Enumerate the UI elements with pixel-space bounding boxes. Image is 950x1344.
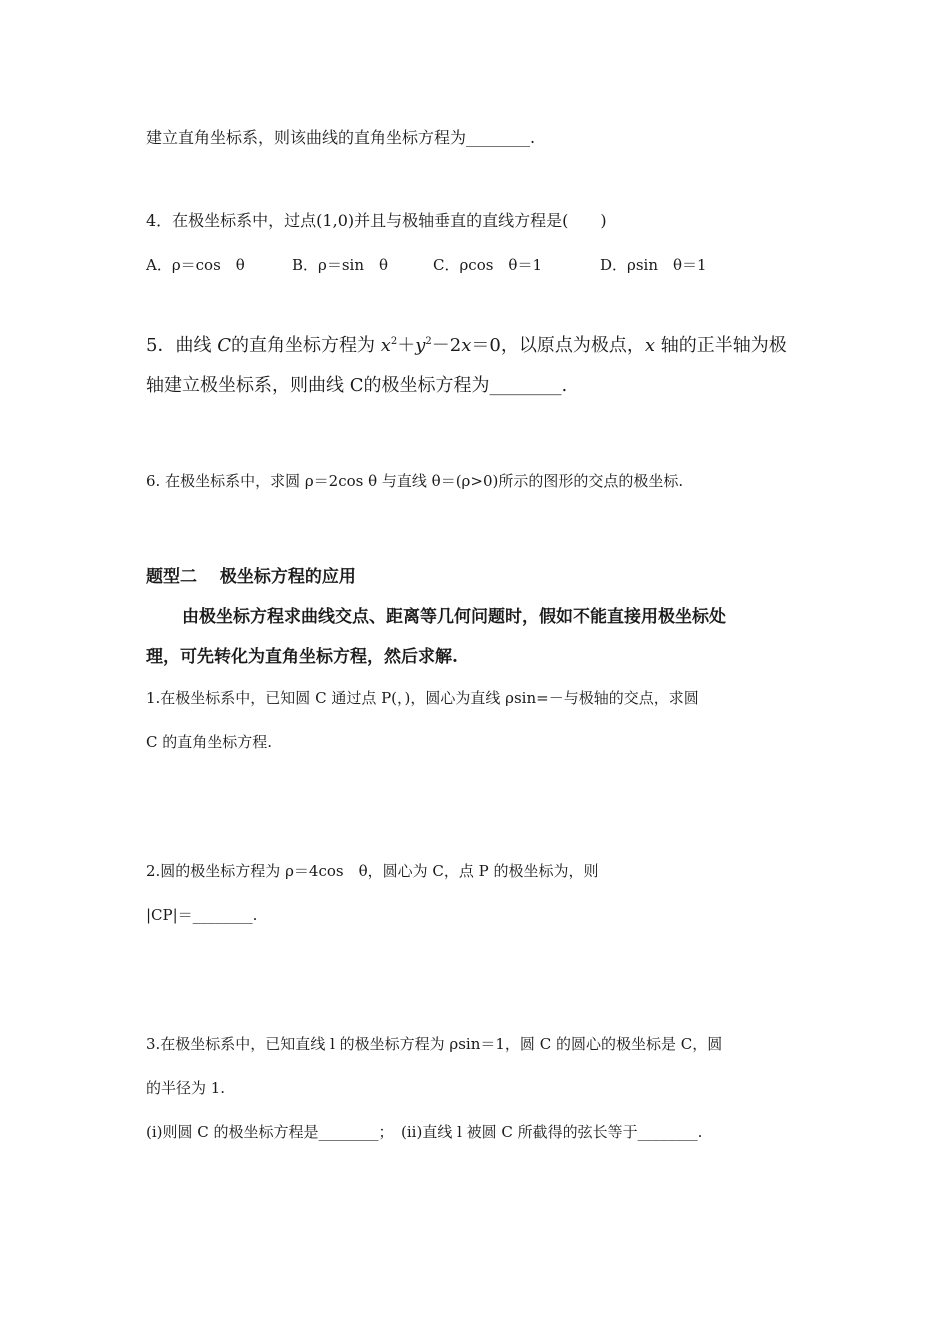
q5-var: y	[415, 335, 426, 356]
q5-var: x	[644, 335, 655, 356]
problem-1: C 的直角坐标方程.	[146, 733, 273, 751]
q5-text: 的直角坐标方程为	[230, 335, 381, 356]
q5-text: 5．曲线	[146, 335, 218, 356]
question-4: 4．在极坐标系中，过点(1,0)并且与极轴垂直的直线方程是( )	[146, 211, 607, 230]
option-c: C．ρcos θ＝1	[433, 256, 542, 274]
q5-var: x	[380, 335, 391, 356]
problem-2: 2.圆的极坐标方程为 ρ＝4cos θ，圆心为 C，点 P 的极坐标为，则	[146, 862, 599, 880]
q5-exponent: 2	[425, 336, 432, 347]
section-intro: 理，可先转化为直角坐标方程，然后求解.	[146, 647, 458, 667]
problem-3: 的半径为 1.	[146, 1079, 226, 1097]
question-6: 6. 在极坐标系中，求圆 ρ＝2cos θ 与直线 θ＝(ρ>0)所示的图形的交点的极坐标.	[146, 472, 684, 490]
q5-text: ＋	[397, 335, 416, 356]
problem-3: 3.在极坐标系中，已知直线 l 的极坐标方程为 ρsin＝1，圆 C 的圆心的极坐标是 C，圆	[146, 1035, 723, 1053]
section-title: 题型二 极坐标方程的应用	[146, 567, 356, 587]
question-5-line-2: 轴建立极坐标系，则曲线 C的极坐标方程为________.	[146, 375, 568, 396]
problem-3: (i)则圆 C 的极坐标方程是________； (ii)直线 l 被圆 C 所截得的弦长等于________.	[146, 1123, 703, 1141]
problem-1: 1.在极坐标系中，已知圆 C 通过点 P(，)，圆心为直线 ρsin=－与极轴的交点，求圆	[146, 689, 699, 707]
text-line: 建立直角坐标系，则该曲线的直角坐标方程为________.	[146, 128, 536, 147]
q5-text: ＝0，以原点为极点，	[471, 335, 645, 356]
problem-2: |CP|＝________.	[146, 906, 258, 924]
q5-text: －2	[431, 335, 462, 356]
q5-var: x	[461, 335, 472, 356]
q5-exponent: 2	[390, 336, 398, 347]
q5-text: 轴的正半轴为极	[655, 335, 787, 356]
option-b: B．ρ＝sin θ	[292, 256, 389, 274]
option-d: D．ρsin θ＝1	[600, 256, 707, 274]
question-5-line-1	[146, 336, 787, 356]
q5-var: C	[217, 335, 231, 356]
option-a: A．ρ＝cos θ	[146, 256, 245, 274]
section-intro: 由极坐标方程求曲线交点、距离等几何问题时，假如不能直接用极坐标处	[182, 607, 726, 627]
